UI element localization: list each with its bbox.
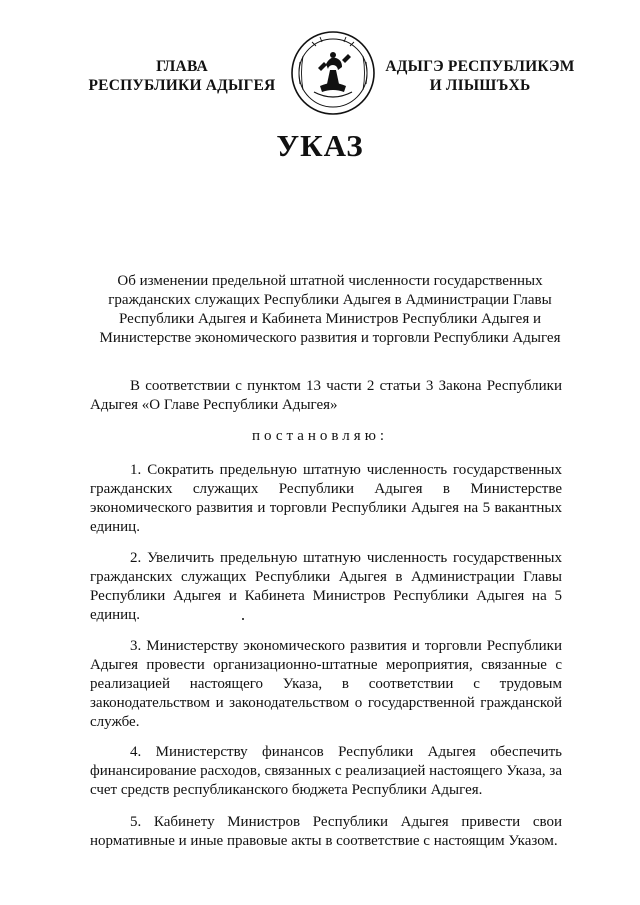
subject-line: Об изменении предельной штатной численности государственных [117,273,543,289]
issuer-title-line: ГЛАВА [156,58,208,75]
clause-4: 4. Министерству финансов Республики Адыгея обеспечить финансирование расходов, связанных с реализацией настоящего Указа, за счет средств республиканского бюджета Республики Адыгея. [90,744,562,798]
document-subject [80,272,580,348]
subject-line: Республики Адыгея и Кабинета Министров Республики Адыгея и [118,311,541,327]
issuer-title-line: И ЛІЫШЪХЬ [429,77,531,94]
decree-word: постановляю: [251,428,389,444]
clause-5: 5. Кабинету Министров Республики Адыгея привести свои нормативные и иные правовые акты в соответствие с настоящим Указом. [90,814,562,849]
issuer-title-russian [82,57,282,95]
document-title: УКАЗ [276,128,364,163]
preamble: В соответствии с пунктом 13 части 2 статьи 3 Закона Республики Адыгея «О Главе Республики Адыгея» [90,378,562,413]
stray-dot [242,618,244,620]
coat-of-arms-icon [290,30,376,116]
clause-3: 3. Министерству экономического развития и торговли Республики Адыгея провести организационно-штатные мероприятия, связанные с реализацией настоящего Указа, в соответствии с трудовым законодательством и законодательством о государственной гражданской службе. [90,638,562,730]
issuer-title-line: АДЫГЭ РЕСПУБЛИКЭМ [385,58,575,75]
subject-line: гражданских служащих Республики Адыгея в Администрации Главы [108,292,552,308]
clause-2: 2. Увеличить предельную штатную численность государственных гражданских служащих Республики Адыгея в Администрации Главы Республики Адыгея и Кабинета Министров Республики Адыгея на 5 единиц. [90,550,562,623]
issuer-title-adyghe [380,57,580,95]
subject-line: Министерстве экономического развития и торговли Республики Адыгея [99,330,561,346]
issuer-title-line: РЕСПУБЛИКИ АДЫГЕЯ [88,77,276,94]
clause-1: 1. Сократить предельную штатную численность государственных гражданских служащих Республики Адыгея в Министерстве экономического развития и торговли Республики Адыгея на 5 вакантных единиц. [90,462,562,535]
